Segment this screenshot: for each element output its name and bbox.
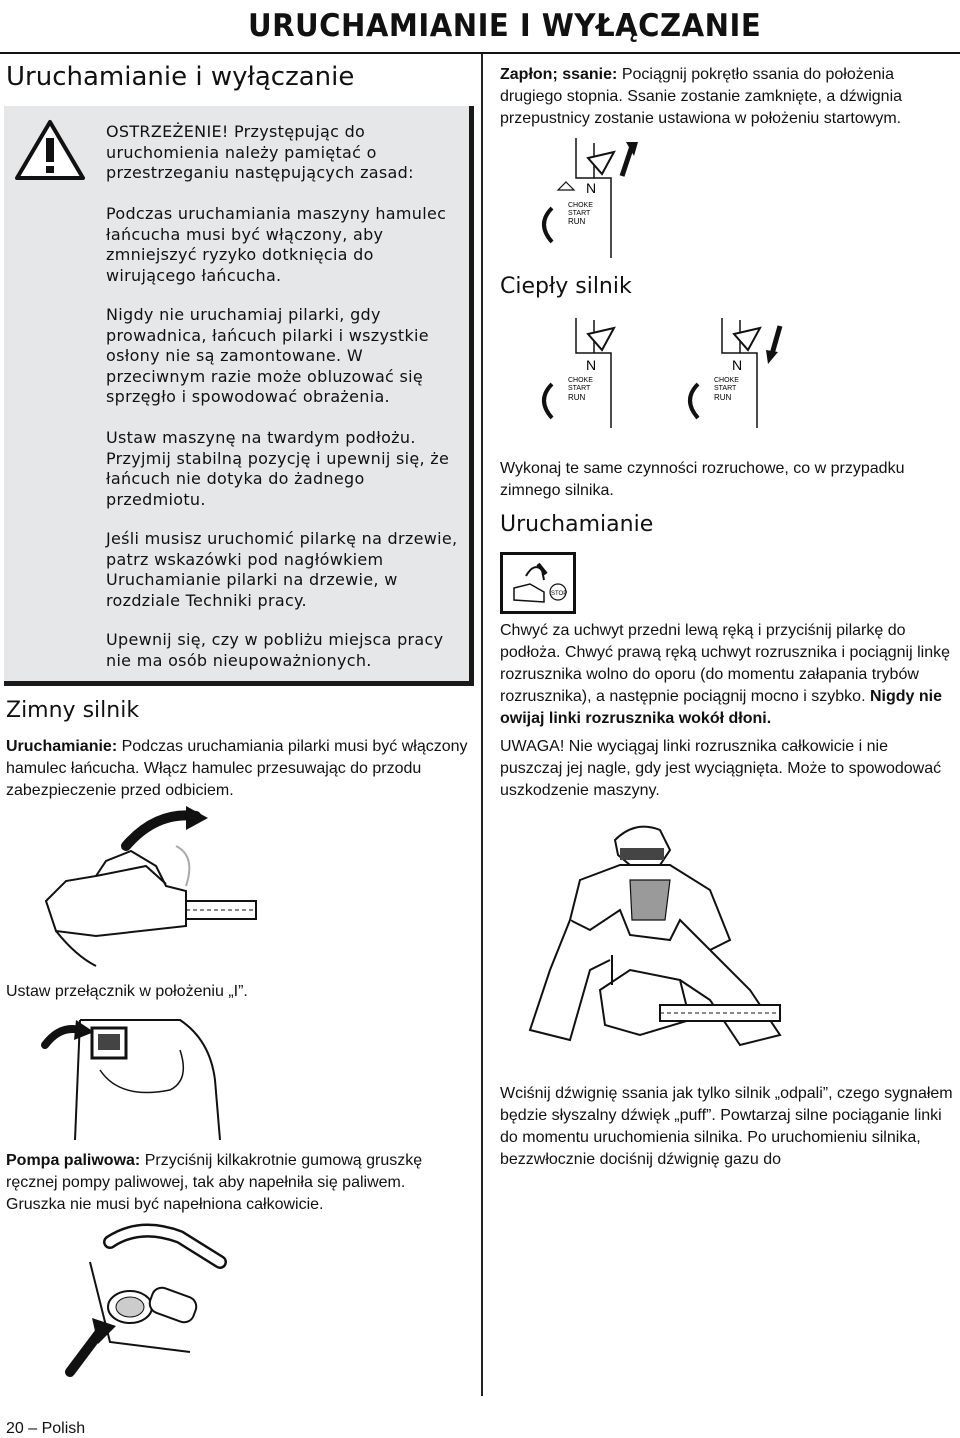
choke-paragraph bbox=[500, 64, 950, 130]
warning-paragraph: Ustaw maszynę na twardym podłożu. Przyjmij stabilną pozycję i upewnij się, że łańcuch nie dotyka do żadnego przedmiotu. bbox=[106, 428, 450, 509]
grip-warning: Nigdy nie owijaj linki rozrusznika wokół dłoni. bbox=[500, 688, 942, 727]
start-label-text: START bbox=[568, 210, 591, 217]
warning-paragraph: Upewnij się, czy w pobliżu miejsca pracy nie ma osób nieupoważnionych. bbox=[106, 630, 444, 670]
pump-paragraph bbox=[6, 1150, 468, 1216]
switch-text: Ustaw przełącznik w położeniu „I”. bbox=[6, 983, 248, 1000]
chain-brake-illustration bbox=[36, 806, 266, 976]
choke-n-label: N bbox=[586, 357, 597, 373]
note-text: Nie wyciągaj linki rozrusznika całkowicie i nie puszczaj jej nagle, gdy jest wyciągnięta. Może to spowodować uszkodzenie maszyny. bbox=[500, 738, 942, 799]
note-paragraph bbox=[500, 736, 950, 802]
warning-paragraph: Jeśli musisz uruchomić pilarkę na drzewie, patrz wskazówki pod nagłówkiem Uruchamianie pilarki na drzewie, w rozdziale Techniki pracy. bbox=[106, 529, 458, 610]
choke-label: Zapłon; ssanie: bbox=[500, 66, 618, 83]
run-label-text: RUN bbox=[568, 393, 586, 402]
run-label-text: RUN bbox=[568, 217, 586, 226]
choke-label-text: CHOKE bbox=[714, 377, 739, 384]
switch-illustration bbox=[40, 1010, 240, 1140]
column-divider bbox=[481, 54, 483, 1396]
choke-text: Pociągnij pokrętło ssania do położenia drugiego stopnia. Ssanie zostanie zamknięte, a dźwignia przepustnicy zostanie ustawiona w położeniu startowym. bbox=[500, 66, 903, 127]
puff-text: Wciśnij dźwignię ssania jak tylko silnik „odpali”, czego sygnałem będzie słyszalny dźwięk „puff”. Powtarzaj silne pociąganie linki do momentu uruchomienia silnika. Po uruchomieniu silnika, bezzwłocznie dociśnij dźwignię gazu do bbox=[500, 1085, 953, 1168]
stop-label: STOP bbox=[551, 591, 568, 597]
choke-n-label: N bbox=[732, 357, 743, 373]
starting-pictogram-icon bbox=[500, 552, 576, 614]
page-header-title: URUCHAMIANIE I WYŁĄCZANIE bbox=[248, 8, 762, 44]
page-number: 20 – Polish bbox=[6, 1420, 86, 1437]
warning-paragraph: Podczas uruchamiania maszyny hamulec łańcucha musi być włączony, aby zmniejszyć ryzyko dotknięcia do wirującego łańcucha. bbox=[106, 204, 447, 285]
choke-label-text: CHOKE bbox=[568, 202, 593, 209]
choke-lever-illustration bbox=[536, 138, 646, 258]
choke-n-label: N bbox=[586, 180, 597, 196]
operator-starting-saw-illustration bbox=[520, 820, 840, 1060]
starting-title: Uruchamianie bbox=[500, 512, 654, 537]
warning-lead: OSTRZEŻENIE! Przystępując do uruchomienia należy pamiętać o przestrzeganiu następujących zasad: bbox=[106, 122, 414, 182]
grip-paragraph bbox=[500, 620, 950, 730]
pump-label: Pompa paliwowa: bbox=[6, 1152, 141, 1169]
note-label: UWAGA! bbox=[500, 738, 565, 755]
section-title: Uruchamianie i wyłączanie bbox=[6, 62, 355, 92]
start-label-text: START bbox=[714, 385, 737, 392]
cold-engine-title: Zimny silnik bbox=[6, 698, 140, 723]
choke-lever-illustration bbox=[682, 318, 802, 428]
choke-label-text: CHOKE bbox=[568, 377, 593, 384]
start-label-text: START bbox=[568, 385, 591, 392]
start-text: Podczas uruchamiania pilarki musi być włączony hamulec łańcucha. Włącz hamulec przesuwając do przodu zabezpieczenie przed odbiciem. bbox=[6, 738, 468, 799]
warm-engine-text: Wykonaj te same czynności rozruchowe, co w przypadku zimnego silnika. bbox=[500, 460, 905, 499]
run-label-text: RUN bbox=[714, 393, 732, 402]
warning-triangle-icon bbox=[14, 118, 86, 182]
choke-lever-illustration bbox=[536, 318, 646, 428]
grip-text: Chwyć za uchwyt przedni lewą ręką i przyciśnij pilarkę do podłoża. Chwyć prawą ręką uchwyt rozrusznika i pociągnij linkę rozrusznika wolno do oporu (do momentu załapania trybów rozrusznika), a następnie pociągnij mocno i szybko. bbox=[500, 622, 950, 705]
pump-text: Przyciśnij kilkakrotnie gumową gruszkę ręcznej pompy paliwowej, tak aby napełniła się paliwem. Gruszka nie musi być napełniona całkowicie. bbox=[6, 1152, 423, 1213]
warm-engine-title: Ciepły silnik bbox=[500, 274, 632, 299]
start-label: Uruchamianie: bbox=[6, 738, 118, 755]
warning-paragraph: Nigdy nie uruchamiaj pilarki, gdy prowadnica, łańcuch pilarki i wszystkie osłony nie są zamontowane. W przeciwnym razie może obluzować się sprzęgło i spowodować obrażenia. bbox=[106, 305, 429, 406]
fuel-pump-illustration bbox=[40, 1222, 260, 1382]
start-paragraph bbox=[6, 736, 468, 802]
header-rule bbox=[0, 52, 960, 54]
